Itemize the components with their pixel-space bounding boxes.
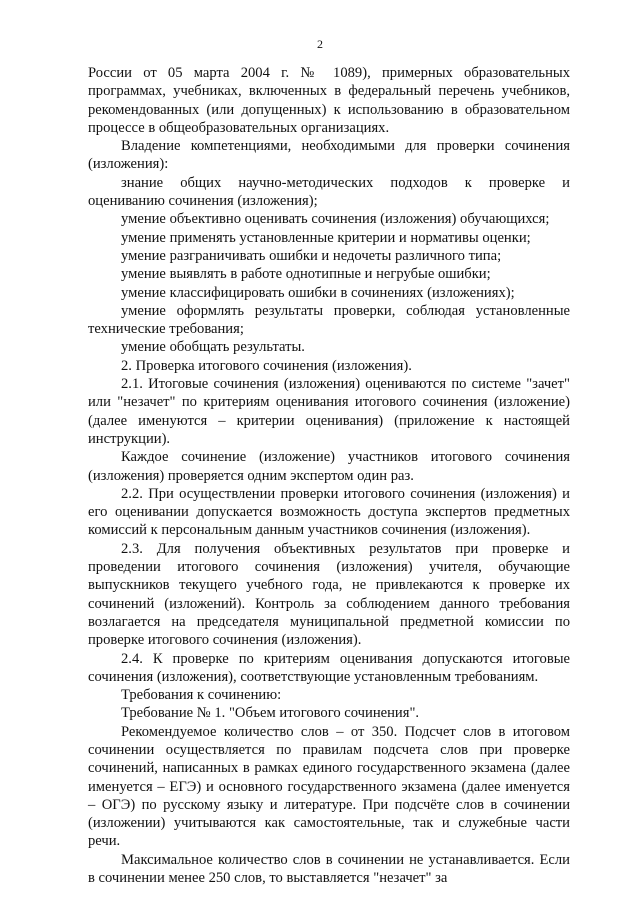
requirements-heading: Требования к сочинению: — [121, 687, 282, 704]
paragraph-2-2: 2.2. При осуществлении проверки итогового сочинения (изложения) и его оценивании допускается возможность доступа экспертов предметных комиссий к персональным данным участников сочинения (изложения). — [88, 485, 570, 539]
section-heading: 2. Проверка итогового сочинения (изложения). — [121, 357, 412, 374]
list-item: знание общих научно-методических подходов к проверке и оцениванию сочинения (изложения); — [88, 174, 570, 210]
document-body — [88, 64, 570, 887]
paragraph: Рекомендуемое количество слов – от 350. Подсчет слов в итоговом сочинении осуществляется по правилам подсчета слов при проверке сочинений, написанных в рамках единого государственного экзамена (далее именуется – ЕГЭ) и основного государственного экзамена (далее именуется – ОГЭ) по русскому языку и литературе. При подсчёте слов в сочинении (изложении) учитываются как самостоятельные, так и служебные части речи. — [88, 723, 570, 850]
list-item: умение выявлять в работе однотипные и негрубые ошибки; — [121, 266, 491, 283]
list-item: умение обобщать результаты. — [121, 339, 305, 356]
list-item: умение оформлять результаты проверки, соблюдая установленные технические требования; — [88, 302, 570, 338]
list-item: умение классифицировать ошибки в сочинениях (изложениях); — [121, 284, 515, 301]
paragraph: Максимальное количество слов в сочинении не устанавливается. Если в сочинении менее 250 слов, то выставляется "незачет" за — [88, 851, 570, 887]
list-item: умение применять установленные критерии и нормативы оценки; — [121, 229, 531, 246]
page-number: 2 — [317, 37, 323, 51]
list-item: умение разграничивать ошибки и недочеты различного типа; — [121, 247, 502, 264]
paragraph-2-1: 2.1. Итоговые сочинения (изложения) оцениваются по системе "зачет" или "незачет" по критериям оценивания итогового сочинения (изложение) (далее именуются – критерии оценивания) (приложение к настоящей инструкции). — [88, 376, 570, 447]
paragraph: Каждое сочинение (изложение) участников итогового сочинения (изложения) проверяется одним экспертом один раз. — [88, 449, 570, 484]
requirement-1-heading: Требование № 1. "Объем итогового сочинения". — [121, 705, 420, 722]
paragraph-2-4: 2.4. К проверке по критериям оценивания допускаются итоговые сочинения (изложения), соответствующие установленным требованиям. — [88, 650, 570, 685]
paragraph-continuation: России от 05 марта 2004 г. № 1089), примерных образовательных программах, учебниках, включенных в федеральный перечень учебников, рекомендованных (или допущенных) к использованию в образовательном процессе в общеобразовательных организациях. — [88, 65, 570, 136]
paragraph-competencies-heading: Владение компетенциями, необходимыми для проверки сочинения (изложения): — [88, 138, 570, 173]
paragraph-2-3: 2.3. Для получения объективных результатов при проверке и проведении итогового сочинения (изложения) учителя, обучающие выпускников текущего учебного года, не привлекаются к проверке их сочинений (изложений). Контроль за соблюдением данного требования возлагается на председателя муниципальной предметной комиссии по проверке итогового сочинения (изложения). — [88, 540, 570, 649]
list-item: умение объективно оценивать сочинения (изложения) обучающихся; — [121, 211, 550, 228]
